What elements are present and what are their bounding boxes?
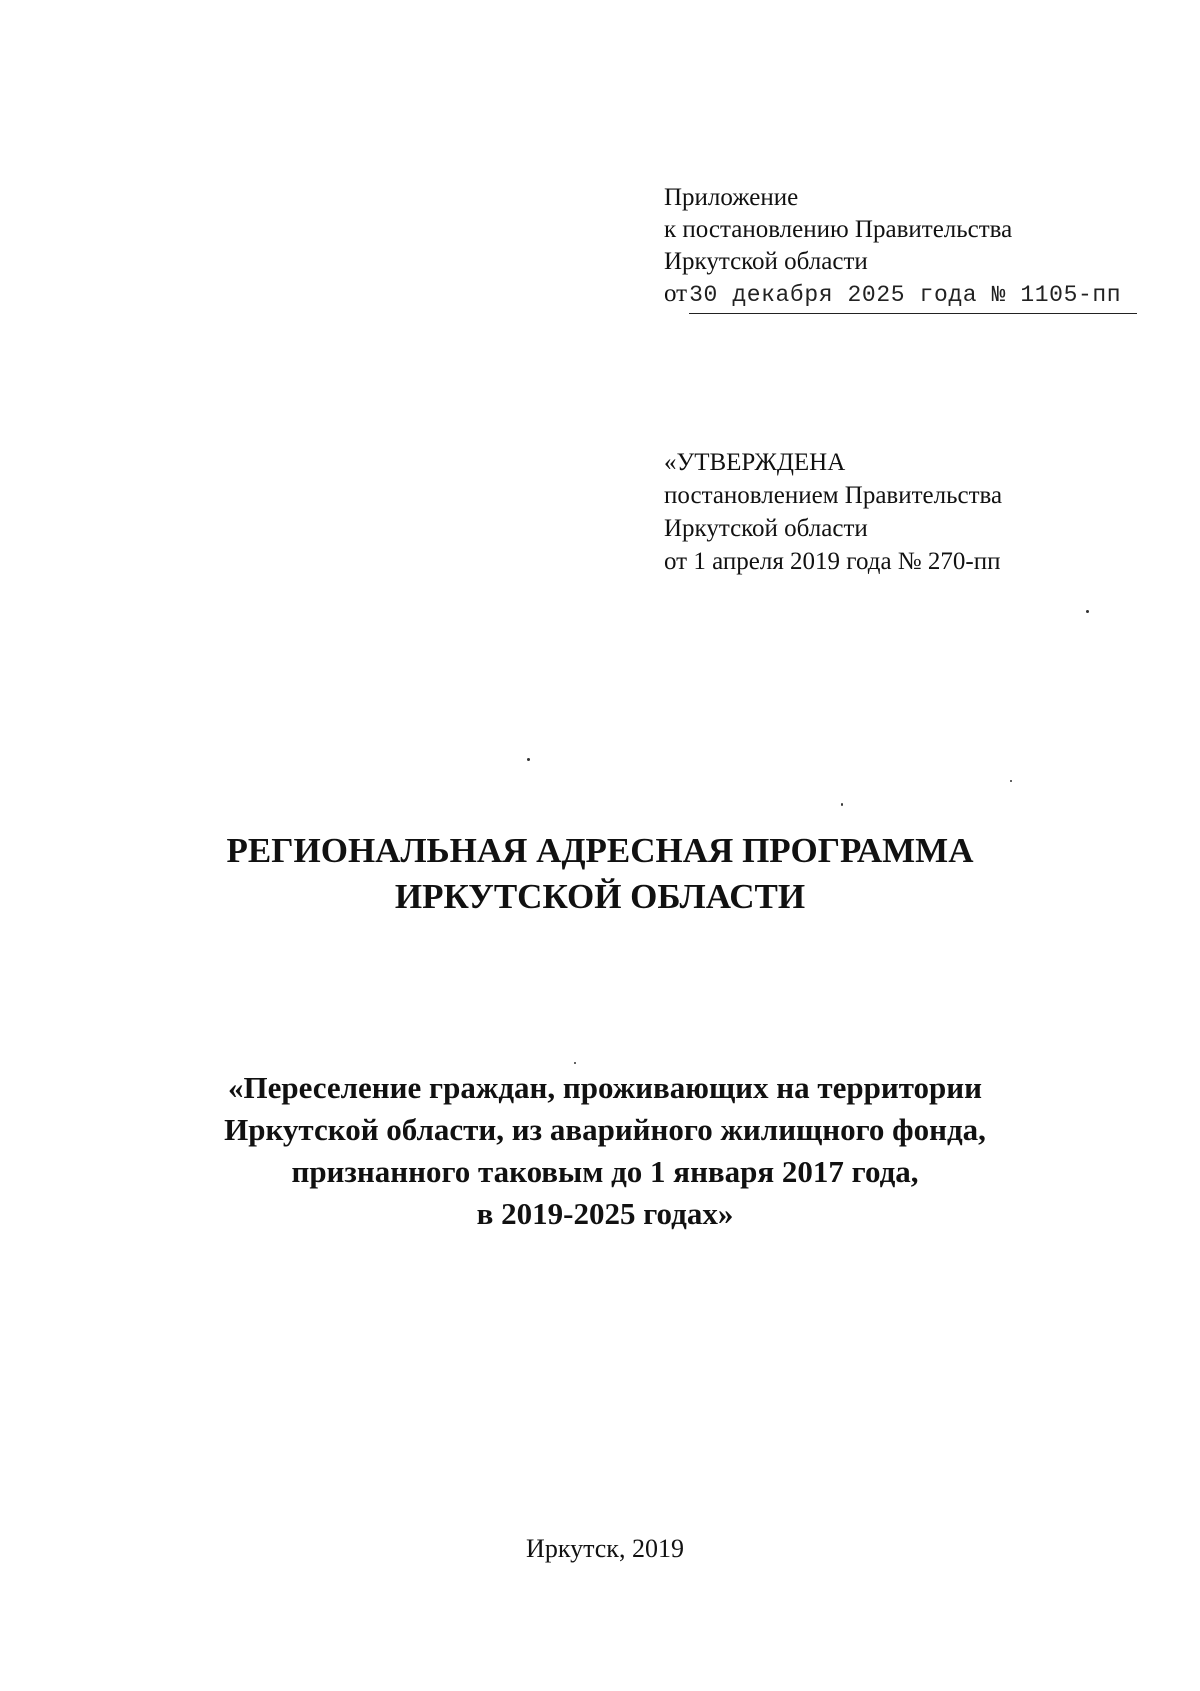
- approved-label: «УТВЕРЖДЕНА: [664, 449, 846, 476]
- appendix-block: [664, 182, 1137, 314]
- scan-speck: [574, 1062, 576, 1064]
- scan-speck: [1010, 780, 1012, 782]
- approved-region: Иркутской области: [664, 515, 868, 542]
- approved-block: [664, 446, 1002, 578]
- program-name-line-1: «Переселение граждан, проживающих на территории: [228, 1070, 982, 1105]
- program-title-line-2: ИРКУТСКОЙ ОБЛАСТИ: [394, 877, 806, 916]
- scan-speck: [841, 803, 843, 806]
- appendix-label: Приложение: [664, 184, 799, 211]
- program-title-line-1: РЕГИОНАЛЬНАЯ АДРЕСНАЯ ПРОГРАММА: [226, 831, 974, 870]
- appendix-decree-line: [664, 278, 1137, 314]
- scan-speck: [1086, 610, 1089, 613]
- approved-by: постановлением Правительства: [664, 482, 1003, 509]
- decree-prefix: от: [664, 280, 688, 307]
- decree-date-number: 30 декабря 2025 года № 1105-пп: [689, 279, 1137, 314]
- place-and-year: Иркутск, 2019: [526, 1534, 684, 1563]
- program-title: [0, 828, 1200, 920]
- scan-speck: [527, 758, 530, 761]
- program-name-line-3: признанного таковым до 1 января 2017 года,: [291, 1154, 919, 1189]
- program-name: [0, 1067, 1200, 1235]
- program-name-line-2: Иркутской области, из аварийного жилищного фонда,: [224, 1112, 986, 1147]
- approved-decree: от 1 апреля 2019 года № 270-пп: [664, 548, 1001, 575]
- appendix-region: Иркутской области: [664, 248, 868, 275]
- program-name-line-4: в 2019-2025 годах»: [476, 1196, 734, 1231]
- appendix-decree-reference: к постановлению Правительства: [664, 216, 1013, 243]
